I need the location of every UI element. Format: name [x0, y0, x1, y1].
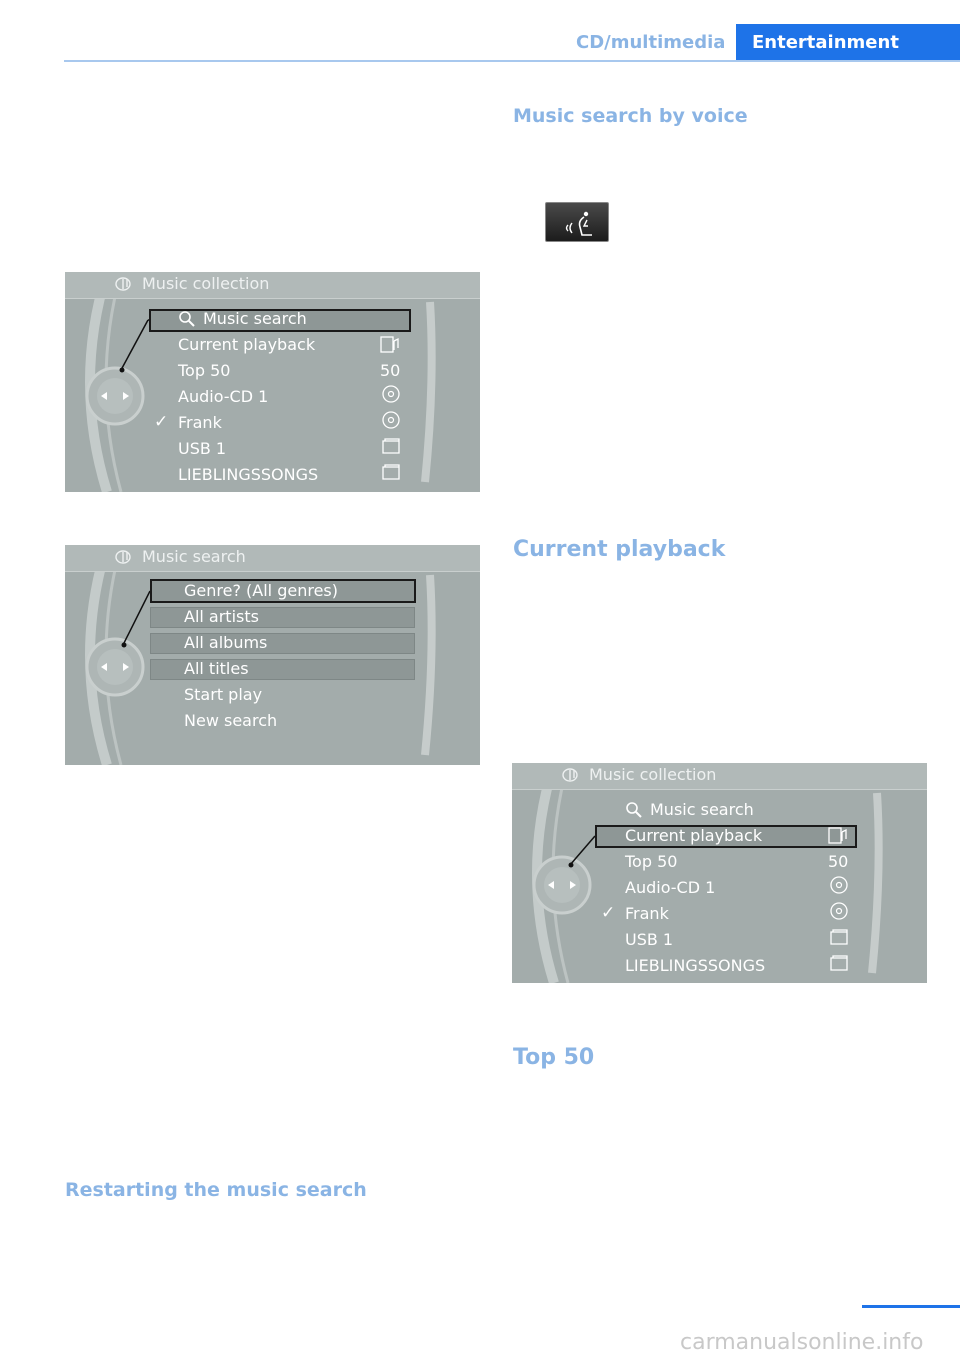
cd-icon: [829, 875, 849, 895]
music-note-icon: [562, 767, 584, 785]
check-icon: ✓: [601, 903, 616, 923]
heading-restart-music-search: Restarting the music search: [65, 1179, 367, 1201]
folder-icon: [381, 437, 401, 455]
cd-icon: [829, 901, 849, 921]
menu-item: Current playback: [625, 826, 763, 845]
menu-item: Current playback: [178, 335, 316, 354]
menu-item: Audio-CD 1: [625, 878, 716, 897]
folder-icon: [829, 928, 849, 946]
menu-item: All albums: [184, 633, 268, 652]
search-icon: [178, 310, 196, 328]
menu-item: Start play: [184, 685, 263, 704]
screenshot-music-collection-2: [512, 763, 927, 983]
menu-item: Frank: [625, 904, 669, 923]
footer-rule: [862, 1305, 960, 1308]
top50-count: 50: [828, 852, 849, 871]
voice-button: [545, 202, 609, 242]
screenshot-music-collection-1: [65, 272, 480, 492]
heading-top-50: Top 50: [513, 1045, 595, 1070]
screen-title: Music search: [142, 547, 246, 566]
voice-command-icon: [546, 203, 608, 241]
menu-item: USB 1: [625, 930, 674, 949]
chapter-tab: [736, 24, 960, 61]
cd-icon: [381, 384, 401, 404]
music-note-icon: [115, 549, 137, 567]
menu-item: Genre? (All genres): [184, 581, 338, 600]
music-note-icon: [115, 276, 137, 294]
folder-icon: [829, 954, 849, 972]
menu-item: Top 50: [625, 852, 678, 871]
folder-icon: [381, 463, 401, 481]
cd-icon: [381, 410, 401, 430]
header-rule: [64, 60, 960, 62]
menu-item: LIEBLINGSSONGS: [178, 465, 319, 484]
controller-decoration: [65, 272, 480, 492]
screen-title: Music collection: [589, 765, 717, 784]
menu-item: LIEBLINGSSONGS: [625, 956, 766, 975]
controller-decoration: [65, 545, 480, 765]
screenshot-music-search: [65, 545, 480, 765]
menu-item: New search: [184, 711, 278, 730]
controller-decoration: [512, 763, 927, 983]
heading-current-playback: Current playback: [513, 537, 726, 562]
now-playing-icon: [380, 336, 400, 354]
heading-voice-search: Music search by voice: [513, 105, 748, 127]
menu-item: USB 1: [178, 439, 227, 458]
menu-item: Top 50: [178, 361, 231, 380]
watermark: carmanualsonline.info: [680, 1330, 924, 1355]
check-icon: ✓: [154, 412, 169, 432]
top50-count: 50: [380, 361, 401, 380]
menu-item: Frank: [178, 413, 222, 432]
search-icon: [625, 801, 643, 819]
menu-item: Audio-CD 1: [178, 387, 269, 406]
menu-item: Music search: [203, 309, 307, 328]
menu-item: All artists: [184, 607, 259, 626]
menu-item: All titles: [184, 659, 249, 678]
menu-item: Music search: [650, 800, 754, 819]
screen-title: Music collection: [142, 274, 270, 293]
section-label: CD/multimedia: [576, 32, 726, 53]
now-playing-icon: [828, 827, 848, 845]
chapter-tab-label: Entertainment: [752, 32, 899, 53]
